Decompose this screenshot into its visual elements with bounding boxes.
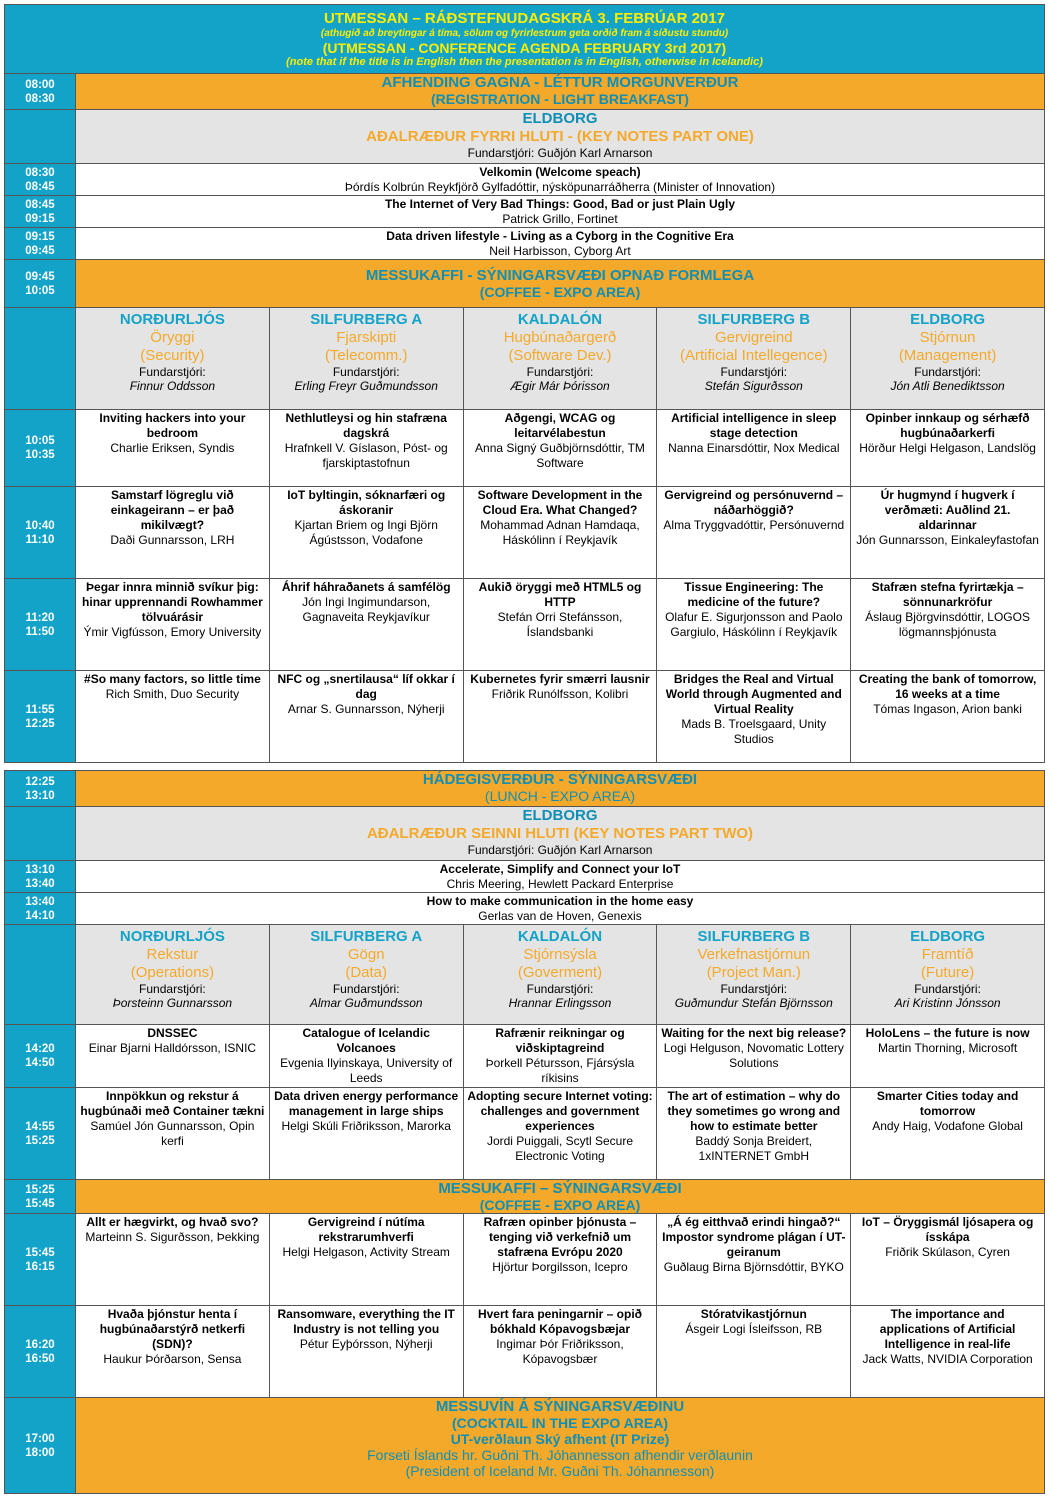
time-slot: 14:20 14:50 — [5, 1025, 76, 1088]
session: Úr hugmynd í hugverk í verðmæti: Auðlind 21. aldarinnar Jón Gunnarsson, Einkaleyfastofan — [851, 487, 1045, 579]
session: The art of estimation – why do they sometimes go wrong and how to estimate better Baddý Sonja Breidert, 1xINTERNET GmbH — [657, 1088, 851, 1180]
session: Ransomware, everything the IT Industry is not telling you Pétur Eyþórsson, Nýherji — [269, 1306, 463, 1398]
time-slot-empty — [5, 925, 76, 1025]
session: Software Development in the Cloud Era. What Changed? Mohammad Adnan Hamdaqa, Háskólinn í Reykjavík — [463, 487, 657, 579]
coffee-banner: MESSUKAFFI – SÝNINGARSVÆÐI (COFFEE - EXPO AREA) — [76, 1180, 1045, 1214]
coffee-banner: MESSUKAFFI - SÝNINGARSVÆÐI OPNAÐ FORMLEGA (COFFEE - EXPO AREA) — [76, 260, 1045, 308]
session: Aðgengi, WCAG og leitarvélabestun Anna Signý Guðbjörnsdóttir, TM Software — [463, 410, 657, 487]
track-header: NORÐURLJÓS Rekstur (Operations) Fundarstjóri: Þorsteinn Gunnarsson — [76, 925, 270, 1025]
time-slot-empty — [5, 807, 76, 861]
time-slot: 09:45 10:05 — [5, 260, 76, 308]
session: Gervigreind í nútíma rekstrarumhverfi Helgi Helgason, Activity Stream — [269, 1214, 463, 1306]
time-slot: 14:55 15:25 — [5, 1088, 76, 1180]
session: Áhrif háhraðanets á samfélög Jón Ingi Ingimundarson, Gagnaveita Reykjavíkur — [269, 579, 463, 671]
time-slot: 10:05 10:35 — [5, 410, 76, 487]
time-slot: 12:25 13:10 — [5, 771, 76, 807]
session: Rafræn opinber þjónusta – tenging við verkefnið um stafræna Evrópu 2020 Hjörtur Þorgilsson, Icepro — [463, 1214, 657, 1306]
session: HoloLens – the future is now Martin Thorning, Microsoft — [851, 1025, 1045, 1088]
session: Artificial intelligence in sleep stage detection Nanna Einarsdóttir, Nox Medical — [657, 410, 851, 487]
track-header: SILFURBERG A Gögn (Data) Fundarstjóri: Almar Guðmundsson — [269, 925, 463, 1025]
time-slot: 13:10 13:40 — [5, 861, 76, 893]
session: Nethlutleysi og hin stafræna dagskrá Hrafnkell V. Gíslason, Póst- og fjarskiptastofnun — [269, 410, 463, 487]
session: Inviting hackers into your bedroom Charlie Eriksen, Syndis — [76, 410, 270, 487]
session: Smarter Cities today and tomorrow Andy Haig, Vodafone Global — [851, 1088, 1045, 1180]
keynote-talk: The Internet of Very Bad Things: Good, Bad or just Plain Ugly Patrick Grillo, Fortinet — [76, 196, 1045, 228]
keynote-talk: Velkomin (Welcome speach) Þórdís Kolbrún Reykfjörð Gylfadóttir, nýsköpunarráðherra (Minister of Innovation) — [76, 164, 1045, 196]
session: Stóratvikastjórnun Ásgeir Logi Ísleifsson, RB — [657, 1306, 851, 1398]
session: NFC og „snertilausa“ líf okkar í dag Arnar S. Gunnarsson, Nýherji — [269, 671, 463, 763]
track-header: SILFURBERG A Fjarskipti (Telecomm.) Fundarstjóri: Erling Freyr Guðmundsson — [269, 308, 463, 410]
session: Þegar innra minnið svíkur þig: hinar upprennandi Rowhammer tölvuárásir Ýmir Vigfússon, Emory University — [76, 579, 270, 671]
time-slot: 17:00 18:00 — [5, 1398, 76, 1494]
cocktail-banner: MESSUVÍN Á SÝNINGARSVÆÐINU (COCKTAIL IN THE EXPO AREA) UT-verðlaun Ský afhent (IT Prize) Forseti Íslands hr. Guðni Th. Jóhannesson afhendir verðlaunin (President of Iceland Mr. Guðni Th. Jóhannesson) — [76, 1398, 1045, 1494]
session: #So many factors, so little time Rich Smith, Duo Security — [76, 671, 270, 763]
session: „Á ég eitthvað erindi hingað?“ Impostor syndrome plágan í UT-geiranum Guðlaug Birna Björnsdóttir, BYKO — [657, 1214, 851, 1306]
session: Stafræn stefna fyrirtækja – sönnunarkröfur Áslaug Björgvinsdóttir, LOGOS lögmannsþjónusta — [851, 579, 1045, 671]
session: Waiting for the next big release? Logi Helguson, Novomatic Lottery Solutions — [657, 1025, 851, 1088]
session: Samstarf lögreglu við einkageirann – er það mikilvægt? Daði Gunnarsson, LRH — [76, 487, 270, 579]
lunch-banner: HÁDEGISVERÐUR - SÝNINGARSVÆÐI (LUNCH - EXPO AREA) — [76, 771, 1045, 807]
session: The importance and applications of Artificial Intelligence in real-life Jack Watts, NVIDIA Corporation — [851, 1306, 1045, 1398]
time-slot: 11:20 11:50 — [5, 579, 76, 671]
session: Innpökkun og rekstur á hugbúnaði með Container tækni Samúel Jón Gunnarsson, Opin kerfi — [76, 1088, 270, 1180]
agenda-header — [5, 5, 1045, 74]
keynote-talk: Accelerate, Simplify and Connect your IoT Chris Meering, Hewlett Packard Enterprise — [76, 861, 1045, 893]
track-header: ELDBORG Stjórnun (Management) Fundarstjóri: Jón Atli Benediktsson — [851, 308, 1045, 410]
track-header: ELDBORG Framtíð (Future) Fundarstjóri: Ari Kristinn Jónsson — [851, 925, 1045, 1025]
session: Catalogue of Icelandic Volcanoes Evgenia Ilyinskaya, University of Leeds — [269, 1025, 463, 1088]
time-slot: 15:25 15:45 — [5, 1180, 76, 1214]
keynote-talk: Data driven lifestyle - Living as a Cyborg in the Cognitive Era Neil Harbisson, Cyborg Art — [76, 228, 1045, 260]
time-slot-empty — [5, 110, 76, 164]
time-slot: 15:45 16:15 — [5, 1214, 76, 1306]
header-note-is: (athugið að breytingar á tíma, sölum og fyrirlestrum geta orðið fram á síðustu stundu) — [320, 27, 729, 39]
session: Aukið öryggi með HTML5 og HTTP Stefán Orri Stefánsson, Íslandsbanki — [463, 579, 657, 671]
track-header: KALDALÓN Hugbúnaðargerð (Software Dev.) Fundarstjóri: Ægir Már Þórisson — [463, 308, 657, 410]
session: Bridges the Real and Virtual World through Augmented and Virtual Reality Mads B. Troelsgaard, Unity Studios — [657, 671, 851, 763]
keynote2-header: ELDBORG AÐALRÆÐUR SEINNI HLUTI (KEY NOTES PART TWO) Fundarstjóri: Guðjón Karl Arnarson — [76, 807, 1045, 861]
session: Hvaða þjónstur henta í hugbúnaðarstýrð netkerfi (SDN)? Haukur Þórðarson, Sensa — [76, 1306, 270, 1398]
time-slot: 09:15 09:45 — [5, 228, 76, 260]
session: Data driven energy performance management in large ships Helgi Skúli Friðriksson, Marorka — [269, 1088, 463, 1180]
time-slot: 13:40 14:10 — [5, 893, 76, 925]
session: Creating the bank of tomorrow, 16 weeks at a time Tómas Ingason, Arion banki — [851, 671, 1045, 763]
session: Kubernetes fyrir smærri lausnir Friðrik Runólfsson, Kolibri — [463, 671, 657, 763]
agenda-table-part-one — [4, 4, 1045, 763]
header-title-is: UTMESSAN – RÁÐSTEFNUDAGSKRÁ 3. FEBRÚAR 2017 — [324, 9, 725, 27]
time-slot: 16:20 16:50 — [5, 1306, 76, 1398]
time-slot: 08:45 09:15 — [5, 196, 76, 228]
track-header: SILFURBERG B Verkefnastjórnun (Project Man.) Fundarstjóri: Guðmundur Stefán Björnsson — [657, 925, 851, 1025]
session: Gervigreind og persónuvernd – náðarhöggið? Alma Tryggvadóttir, Persónuvernd — [657, 487, 851, 579]
session: IoT – Öryggismál ljósapera og ísskápa Friðrik Skúlason, Cyren — [851, 1214, 1045, 1306]
session: Rafrænir reikningar og viðskiptagreind Þorkell Pétursson, Fjársýsla ríkisins — [463, 1025, 657, 1088]
time-slot: 08:30 08:45 — [5, 164, 76, 196]
registration-banner: AFHENDING GAGNA - LÉTTUR MORGUNVERÐUR (REGISTRATION - LIGHT BREAKFAST) — [76, 74, 1045, 110]
time-slot-empty — [5, 308, 76, 410]
track-header: KALDALÓN Stjórnsýsla (Goverment) Fundarstjóri: Hrannar Erlingsson — [463, 925, 657, 1025]
keynote1-header: ELDBORG AÐALRÆÐUR FYRRI HLUTI - (KEY NOTES PART ONE) Fundarstjóri: Guðjón Karl Arnarson — [76, 110, 1045, 164]
keynote-talk: How to make communication in the home easy Gerlas van de Hoven, Genexis — [76, 893, 1045, 925]
track-header: NORÐURLJÓS Öryggi (Security) Fundarstjóri: Finnur Oddsson — [76, 308, 270, 410]
session: Adopting secure Internet voting: challenges and government experiences Jordi Puiggali, Scytl Secure Electronic Voting — [463, 1088, 657, 1180]
session: Opinber innkaup og sérhæfð hugbúnaðarkerfi Hörður Helgi Helgason, Landslög — [851, 410, 1045, 487]
agenda-table-part-two — [4, 770, 1045, 1494]
time-slot: 08:00 08:30 — [5, 74, 76, 110]
session: Allt er hægvirkt, og hvað svo? Marteinn S. Sigurðsson, Þekking — [76, 1214, 270, 1306]
session: IoT byltingin, sóknarfæri og áskoranir Kjartan Briem og Ingi Björn Ágústsson, Vodafone — [269, 487, 463, 579]
session: Hvert fara peningarnir – opið bókhald Kópavogsbæjar Ingimar Þór Friðriksson, Kópavogsbær — [463, 1306, 657, 1398]
header-title-en: (UTMESSAN - CONFERENCE AGENDA FEBRUARY 3rd 2017) — [322, 39, 727, 56]
track-header: SILFURBERG B Gervigreind (Artificial Intellegence) Fundarstjóri: Stefán Sigurðsson — [657, 308, 851, 410]
time-slot: 11:55 12:25 — [5, 671, 76, 763]
session: DNSSEC Einar Bjarni Halldórsson, ISNIC — [76, 1025, 270, 1088]
session: Tissue Engineering: The medicine of the future? Olafur E. Sigurjonsson and Paolo Gargiulo, Háskólinn í Reykjavík — [657, 579, 851, 671]
header-note-en: (note that if the title is in English then the presentation is in English, otherwise in Icelandic) — [286, 55, 763, 68]
time-slot: 10:40 11:10 — [5, 487, 76, 579]
